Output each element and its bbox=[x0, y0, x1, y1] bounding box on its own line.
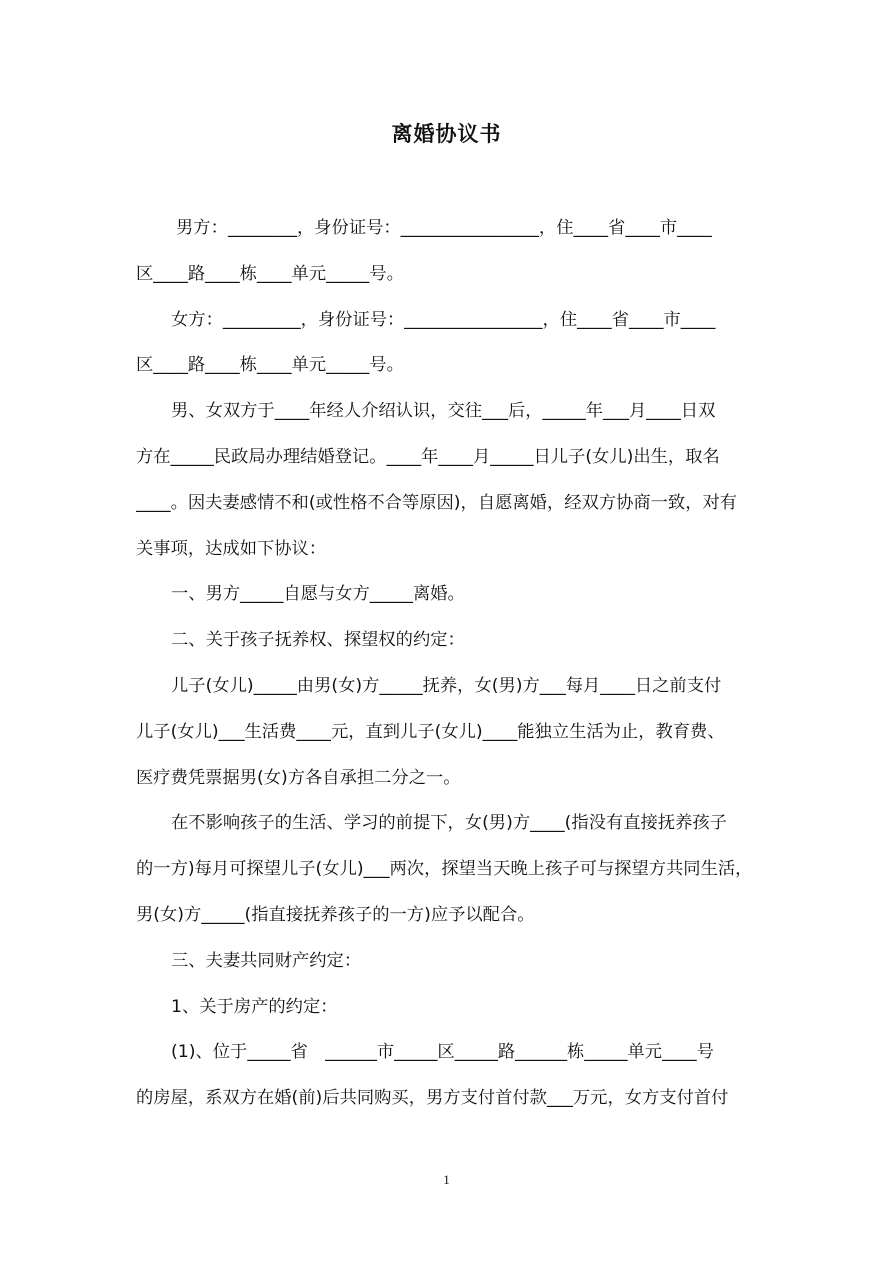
paragraph-line: 方在_____民政局办理结婚登记。____年____月_____日儿子(女儿)出生，取名 bbox=[136, 446, 720, 467]
paragraph-line: 男(女)方_____(指直接抚养孩子的一方)应予以配合。 bbox=[136, 904, 535, 925]
paragraph-line: 的房屋，系双方在婚(前)后共同购买，男方支付首付款___万元，女方支付首付 bbox=[136, 1088, 729, 1109]
paragraph-line: 儿子(女儿)_____由男(女)方_____抚养，女(男)方___每月____日之前支付 bbox=[171, 675, 722, 696]
paragraph-line: 医疗费凭票据男(女)方各自承担二分之一。 bbox=[136, 767, 461, 788]
document-title: 离婚协议书 bbox=[391, 122, 502, 146]
document-body bbox=[136, 206, 768, 1122]
paragraph-line: 三、夫妻共同财产约定： bbox=[171, 950, 362, 971]
paragraph-line: (1)、位于_____省 ______市_____区_____路______栋_____单元____号 bbox=[171, 1042, 714, 1063]
paragraph-line: 女方：_________，身份证号：________________，住____省____市____ bbox=[171, 309, 716, 330]
paragraph-line: ____。因夫妻感情不和(或性格不合等原因)，自愿离婚，经双方协商一致，对有 bbox=[136, 492, 738, 513]
paragraph-line: 儿子(女儿)___生活费____元，直到儿子(女儿)____能独立生活为止，教育费、 bbox=[136, 721, 725, 742]
paragraph-line: 男方：________，身份证号：________________，住____省____市____ bbox=[176, 218, 712, 238]
paragraph-line: 关事项，达成如下协议： bbox=[136, 538, 327, 559]
paragraph-line: 的一方)每月可探望儿子(女儿)___两次，探望当天晚上孩子可与探望方共同生活， bbox=[136, 859, 753, 880]
paragraph-line: 区____路____栋____单元_____号。 bbox=[136, 263, 404, 284]
page-number: 1 bbox=[443, 1172, 450, 1187]
paragraph-line: 在不影响孩子的生活、学习的前提下，女(男)方____(指没有直接抚养孩子 bbox=[171, 813, 727, 834]
paragraph-line: 1、关于房产的约定： bbox=[171, 996, 338, 1017]
paragraph-line: 男、女双方于____年经人介绍认识，交往___后，_____年___月____日双 bbox=[171, 401, 716, 422]
paragraph-line: 区____路____栋____单元_____号。 bbox=[136, 355, 404, 376]
paragraph-line: 一、男方_____自愿与女方_____离婚。 bbox=[171, 584, 465, 605]
paragraph-line: 二、关于孩子抚养权、探望权的约定： bbox=[171, 630, 465, 651]
